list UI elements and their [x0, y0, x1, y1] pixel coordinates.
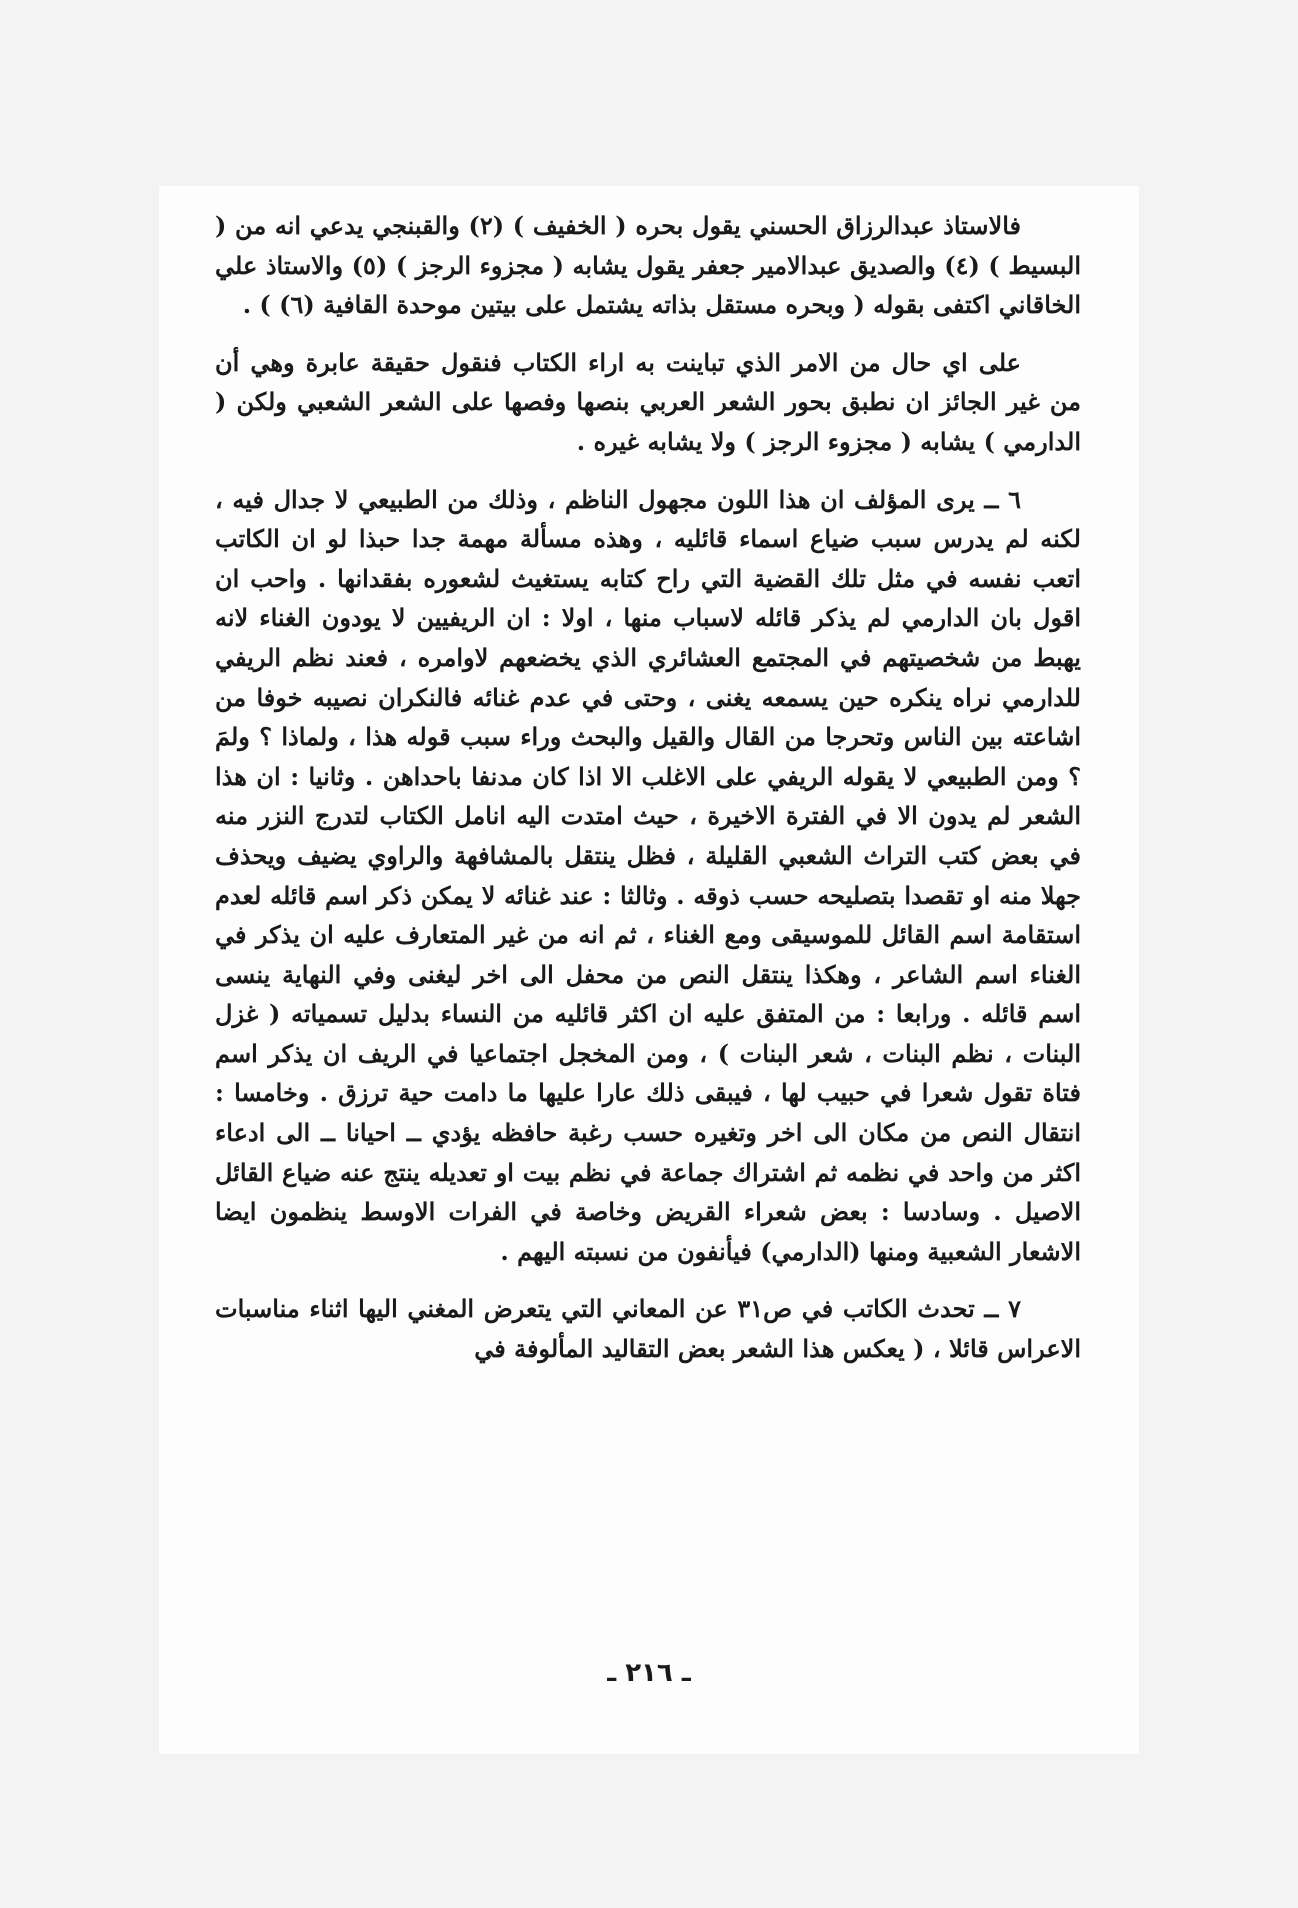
scanned-page: [159, 186, 1139, 1754]
page-number: ـ ٢١٦ ـ: [607, 1658, 691, 1688]
page-text: [215, 206, 1081, 1369]
paragraph-1: فالاستاذ عبدالرزاق الحسني يقول بحره ( الخفيف ) (٢) والقبنجي يدعي انه من ( البسيط ) (٤) والصديق عبدالامير جعفر يقول يشابه ( مجزوء الرجز ) (٥) والاستاذ علي الخاقاني اكتفى بقوله ( وبحره مستقل بذاته يشتمل على بيتين موحدة القافية (٦) ) .: [215, 211, 1081, 320]
paragraph-4: ٧ ــ تحدث الكاتب في ص٣١ عن المعاني التي يتعرض المغني اليها اثناء مناسبات الاعراس قائلا ، ( يعكس هذا الشعر بعض التقاليد المألوفة في: [215, 1294, 1081, 1364]
paragraph-3: ٦ ــ يرى المؤلف ان هذا اللون مجهول الناظم ، وذلك من الطبيعي لا جدال فيه ، لكنه لم يدرس سبب ضياع اسماء قائليه ، وهذه مسألة مهمة جدا حبذا لو ان الكاتب اتعب نفسه في مثل تلك القضية التي راح كتابه يستغيث لشعوره بفقدانها . واحب ان اقول بان الدارمي لم يذكر قائله لاسباب منها ، اولا : ان الريفيين لا يودون الغناء لانه يهبط من شخصيتهم في المجتمع العشائري الذي يخضعهم لاوامره ، فعند نظم الريفي للدارمي نراه ينكره حين يسمعه يغنى ، وحتى في عدم غنائه فالنكران نصيبه خوفا من اشاعته بين الناس وتحرجا من القال والقيل والبحث وراء سبب قوله هذا ، ولماذا ؟ ولمَ ؟ ومن الطبيعي لا يقوله الريفي على الاغلب الا اذا كان مدنفا باحداهن . وثانيا : ان هذا الشعر لم يدون الا في الفترة الاخيرة ، حيث امتدت اليه انامل الكتاب لتدرج النزر منه في بعض كتب التراث الشعبي القليلة ، فظل ينتقل بالمشافهة والراوي يضيف ويحذف جهلا منه او تقصدا بتصليحه حسب ذوقه . وثالثا : عند غنائه لا يمكن ذكر اسم قائله لعدم استقامة اسم القائل للموسيقى ومع الغناء ، ثم انه من غير المتعارف عليه ان يذكر في الغناء اسم الشاعر ، وهكذا ينتقل النص من محفل الى اخر ليغنى وفي النهاية ينسى اسم قائله . ورابعا : من المتفق عليه ان اكثر قائليه من النساء بدليل تسمياته ( غزل البنات ، نظم البنات ، شعر البنات ) ، ومن المخجل اجتماعيا في الريف ان يذكر اسم فتاة تقول شعرا في حبيب لها ، فيبقى ذلك عارا عليها ما دامت حية ترزق . وخامسا : انتقال النص من مكان الى اخر وتغيره حسب رغبة حافظه يؤدي ــ احيانا ــ الى ادعاء اكثر من واحد في نظمه ثم اشتراك جماعة في نظم بيت او تعديله ينتج عنه ضياع القائل الاصيل . وسادسا : بعض شعراء القريض وخاصة في الفرات الاوسط ينظمون ايضا الاشعار الشعبية ومنها (الدارمي) فيأنفون من نسبته اليهم .: [215, 484, 1082, 1266]
paragraph-2: على اي حال من الامر الذي تباينت به اراء الكتاب فنقول حقيقة عابرة وهي أن من غير الجائز ان نطبق بحور الشعر العربي بنصها وفصها على الشعر الشعبي ولكن ( الدارمي ) يشابه ( مجزوء الرجز ) ولا يشابه غيره .: [215, 347, 1082, 456]
